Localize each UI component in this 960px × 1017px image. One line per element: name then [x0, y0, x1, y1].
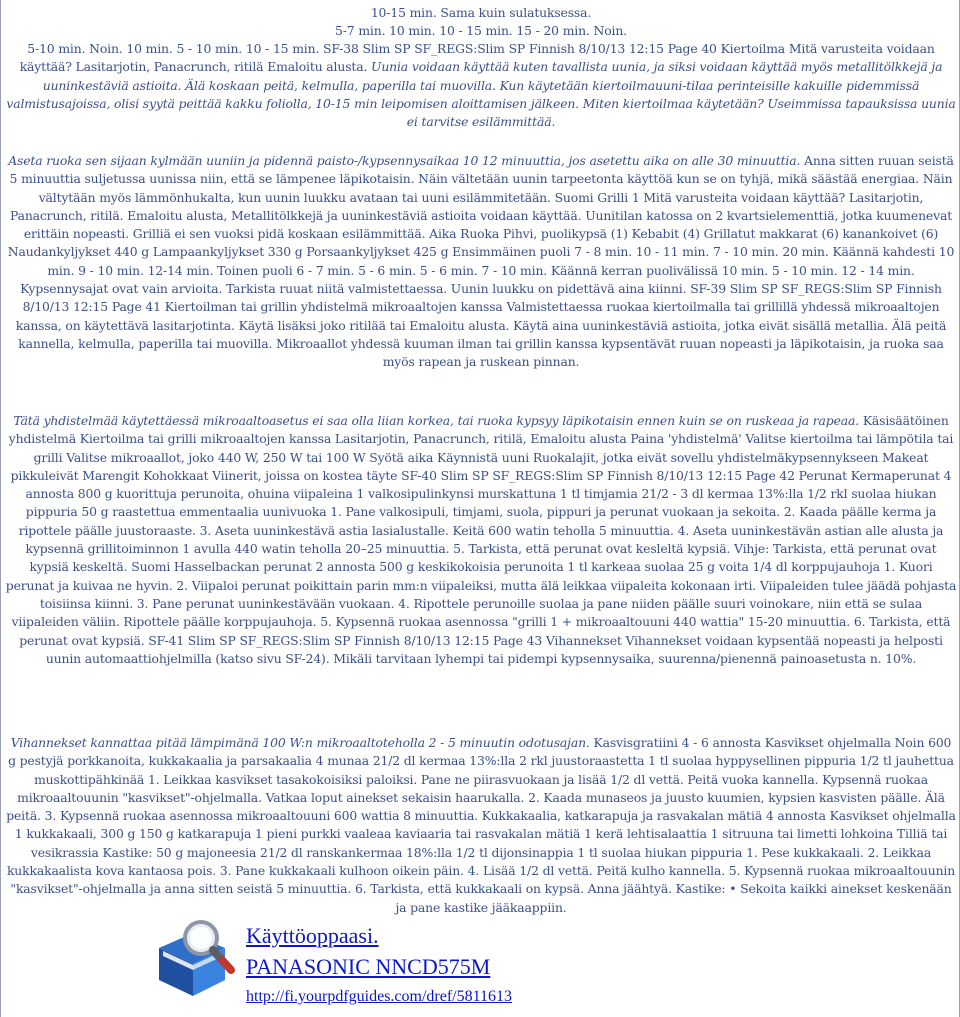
text-block-6 — [5, 734, 957, 917]
text-block-1 — [5, 4, 957, 22]
text-segment: Uunia voidaan käyttää kuten tavallista uunia, ja siksi voidaan käyttää myös metallitölkkejä ja uuninkestäviä astioita. Älä koskaan peitä, kelmulla, paperilla tai muovilla. Kun käytetään kiertoilmauuni-tilaa perinteisille kakuille pidemmissä valmistusajoissa, olisi syytä peittää kakku foliolla, 10-15 min leipomisen aloittamisen jälkeen. Miten kiertoilmaa käytetään? Useimmissa tapauksissa uunia ei tarvitse esilämmittää. — [6, 59, 956, 130]
book-and-magnifier-icon — [151, 914, 241, 1004]
text-block-4 — [5, 152, 957, 372]
text-segment: 10-15 min. Sama kuin sulatuksessa. — [370, 5, 592, 20]
footer-links — [246, 920, 512, 1010]
text-block-5 — [5, 412, 957, 668]
text-segment: Tätä yhdistelmää käytettäessä mikroaaltoasetus ei saa olla liian korkea, tai ruoka kypsyy läpikotaisin ennen kuin se on ruskeaa ja rapeaa. — [13, 413, 863, 428]
footer — [151, 914, 851, 1014]
text-segment: Kasvisgratiini 4 - 6 annosta Kasvikset ohjelmalla Noin 600 g pestyjä porkkanoita, kukkakaalia ja parsakaalia 4 munaa 21/2 dl kermaa 13%:lla 2 rkl juustoraastetta 1 tl suolaa hyppysellinen pippuria 1/2 tl jauhettua muskottipähkinää 1. Leikkaa kasvikset tasakokoisiksi paloiksi. Pane ne piirasvuokaan ja lisää 1/2 dl vettä. Peitä vuoka kannella. Kypsennä ruokaa mikroaaltouunin "kasvikset"-ohjelmalla. Vatkaa loput ainekset sekaisin haarukalla. 2. Kaada munaseos ja juusto kuumien, kypsien kasvisten päälle. Älä peitä. 3. Kypsennä ruokaa asennossa mikroaaltouuni 600 wattia 8 minuuttia. Kukkakaalia, katkarapuja ja rasvakalan mätiä 4 annosta Kasvikset ohjelmalla 1 kukkakaali, 300 g 150 g katkarapuja 1 pieni purkki vaaleaa kaviaaria tai rasvakalan mätiä 1 kerä lehtisalaattia 1 sitruuna tai limetti lohkoina Tilliä tai vesikrassia Kastike: 50 g majoneesia 21/2 dl ranskankermaa 18%:lla 1/2 tl dijonsinappia 1 tl suolaa hiukan pippuria 1. Pese kukkakaali. 2. Leikkaa kukkakaalista kova kantaosa pois. 3. Pane kukkakaali kulhoon oikein päin. 4. Lisää 1/2 dl vettä. Peitä kulho kannella. 5. Kypsennä ruokaa mikroaaltouunin "kasvikset"-ohjelmalla ja anna sitten seistä 5 minuuttia. 6. Tarkista, että kukkakaali on kypsä. Anna jäähtyä. Kastike: • Sekoita kaikki ainekset keskenään ja pane kastike jääkaappiin. — [6, 735, 956, 915]
text-segment: Anna sitten ruuan seistä 5 minuuttia suljetussa uunissa niin, että se lämpenee läpikotaisin. Näin vältetään uunin tarpeetonta käyttöä kun se on tyhjä, mikä säästää energiaa. Näin vältytään myös lämmönhukalta, kun uunin luukku avataan tai uuni esilämmitetään. Suomi Grilli 1 Mitä varusteita voidaan käyttää? Lasitarjotin, Panacrunch, ritilä. Emaloitu alusta, Metallitölkkejä ja uuninkestäviä astioita voidaan käyttää. Uunitilan katossa on 2 kvartsielementtiä, jotka kuumenevat erittäin nopeasti. Grilliä ei sen vuoksi pidä koskaan esilämmittää. Aika Ruoka Pihvi, puolikypsä (1) Kebabit (4) Grillatut makkarat (6) kanankoivet (6) Naudankyljykset 440 g Lampaankyljykset 330 g Porsaankyljykset 425 g Ensimmäinen puoli 7 - 8 min. 10 - 11 min. 7 - 10 min. 20 min. Käännä kahdesti 10 min. 9 - 10 min. 12-14 min. Toinen puoli 6 - 7 min. 5 - 6 min. 5 - 6 min. 7 - 10 min. Käännä kerran puolivälissä 10 min. 5 - 10 min. 12 - 14 min. Kypsennysajat ovat vain arvioita. Tarkista ruuat niitä valmistettaessa. Uunin luukku on pidettävä aina kiinni. SF-39 Slim SP SF_REGS:Slim SP Finnish 8/10/13 12:15 Page 41 Kiertoilman tai grillin yhdistelmä mikroaaltojen kanssa Valmistettaessa ruokaa kiertoilmalla tai grillillä yhdessä mikroaaltojen kanssa, on käytettävä lasitarjotinta. Käytä lisäksi joko ritilää tai Emaloitu alusta. Käytä aina uuninkestäviä astioita, jotka eivät sisällä metallia. Älä peitä kannella, kelmulla, paperilla tai muovilla. Mikroaallot yhdessä kuuman ilman tai grillin kanssa kypsentävät ruuan nopeasti ja läpikotaisin, ja ruoka saa myös rapean ja ruskean pinnan. — [7, 153, 955, 370]
manual-link[interactable]: Käyttöoppaasi. — [246, 923, 379, 948]
text-segment: Aseta ruoka sen sijaan kylmään uuniin ja pidennä paisto-/kypsennysaikaa 10 12 minuuttia, jos asetettu aika on alle 30 minuuttia. — [8, 153, 805, 168]
product-link[interactable]: PANASONIC NNCD575M — [246, 954, 491, 979]
text-segment: Vihannekset kannattaa pitää lämpimänä 100 W:n mikroaaltoteholla 2 - 5 minuutin odotusajan. — [10, 735, 594, 750]
text-segment: 5-7 min. 10 min. 10 - 15 min. 15 - 20 min. Noin. — [335, 23, 627, 38]
text-segment: Käsisäätöinen yhdistelmä Kiertoilma tai grilli mikroaaltojen kanssa Lasitarjotin, Panacrunch, ritilä, Emaloitu alusta Paina 'yhdistelmä' Valitse kiertoilma tai lämpötila tai grilli Valitse mikroaallot, joko 440 W, 250 W tai 100 W Syötä aika Käynnistä uuni Ruokalajit, jotka eivät sovellu yhdistelmäkypsennykseen Makeat pikkuleivät Marengit Kohokkaat Viinerit, joissa on kostea täyte SF-40 Slim SP SF_REGS:Slim SP Finnish 8/10/13 12:15 Page 42 Perunat Kermaperunat 4 annosta 800 g kuorittuja perunoita, ohuina viipaleina 1 valkosipulinkynsi murskattuna 1 tl timjamia 21/2 - 3 dl kermaa 13%:lla 1/2 rkl suolaa hiukan pippuria 50 g raastettua emmentaalia uunivuoka 1. Pane valkosipuli, timjami, suola, pippuri ja perunat vuokaan ja sekoita. 2. Kaada päälle kerma ja ripottele päälle juustoraaste. 3. Aseta uuninkestävä astia lasialustalle. Keitä 600 watin teholla 5 minuuttia. 4. Aseta uuninkestävän astian alle alusta ja kypsennä grillitoiminnon 1 avulla 440 watin teholla 20–25 minuuttia. 5. Tarkista, että perunat ovat kesleltä kypsiä. Vihje: Tarkista, että perunat ovat kypsiä keskeltä. Suomi Hasselbackan perunat 2 annosta 500 g keskikokoisia perunoita 1 tl karkeaa suolaa 25 g voita 1/4 dl korppujauhoja 1. Kuori perunat ja kuivaa ne hyvin. 2. Viipaloi perunat poikittain parin mm:n viipaleiksi, mutta älä leikkaa viipaleita kokonaan irti. Viipaleiden tulee jäädä pohjasta toisiinsa kiinni. 3. Pane perunat uuninkestävään vuokaan. 4. Ripottele perunoille suolaa ja pane niiden päälle suuri voinokare, niin että se sulaa viipaleiden väliin. Ripottele päälle korppujauhoja. 5. Kypsennä ruokaa asennossa "grilli 1 + mikroaaltouuni 440 wattia" 15-20 minuuttia. 6. Tarkista, että perunat ovat kypsiä. SF-41 Slim SP SF_REGS:Slim SP Finnish 8/10/13 12:15 Page 43 Vihannekset Vihannekset voidaan kypsentää nopeasti ja helposti uunin automaattiohjelmilla (katso sivu SF-24). Mikäli tarvitaan lyhempi tai pidempi kypsennysaika, suurenna/pienennä painoasetusta n. 10%. — [5, 413, 957, 666]
text-block-2 — [5, 22, 957, 40]
url-link[interactable]: http://fi.yourpdfguides.com/dref/5811613 — [246, 988, 513, 1005]
text-block-3 — [5, 40, 957, 131]
text-segment: 5-10 min. Noin. 10 min. 5 - 10 min. 10 - 15 min. SF-38 Slim SP SF_REGS:Slim SP Finnish 8/10/13 12:15 Page 40 Kiertoilma Mitä varusteita voidaan käyttää? Lasitarjotin, Panacrunch, ritilä Emaloitu alusta. — [19, 41, 935, 75]
